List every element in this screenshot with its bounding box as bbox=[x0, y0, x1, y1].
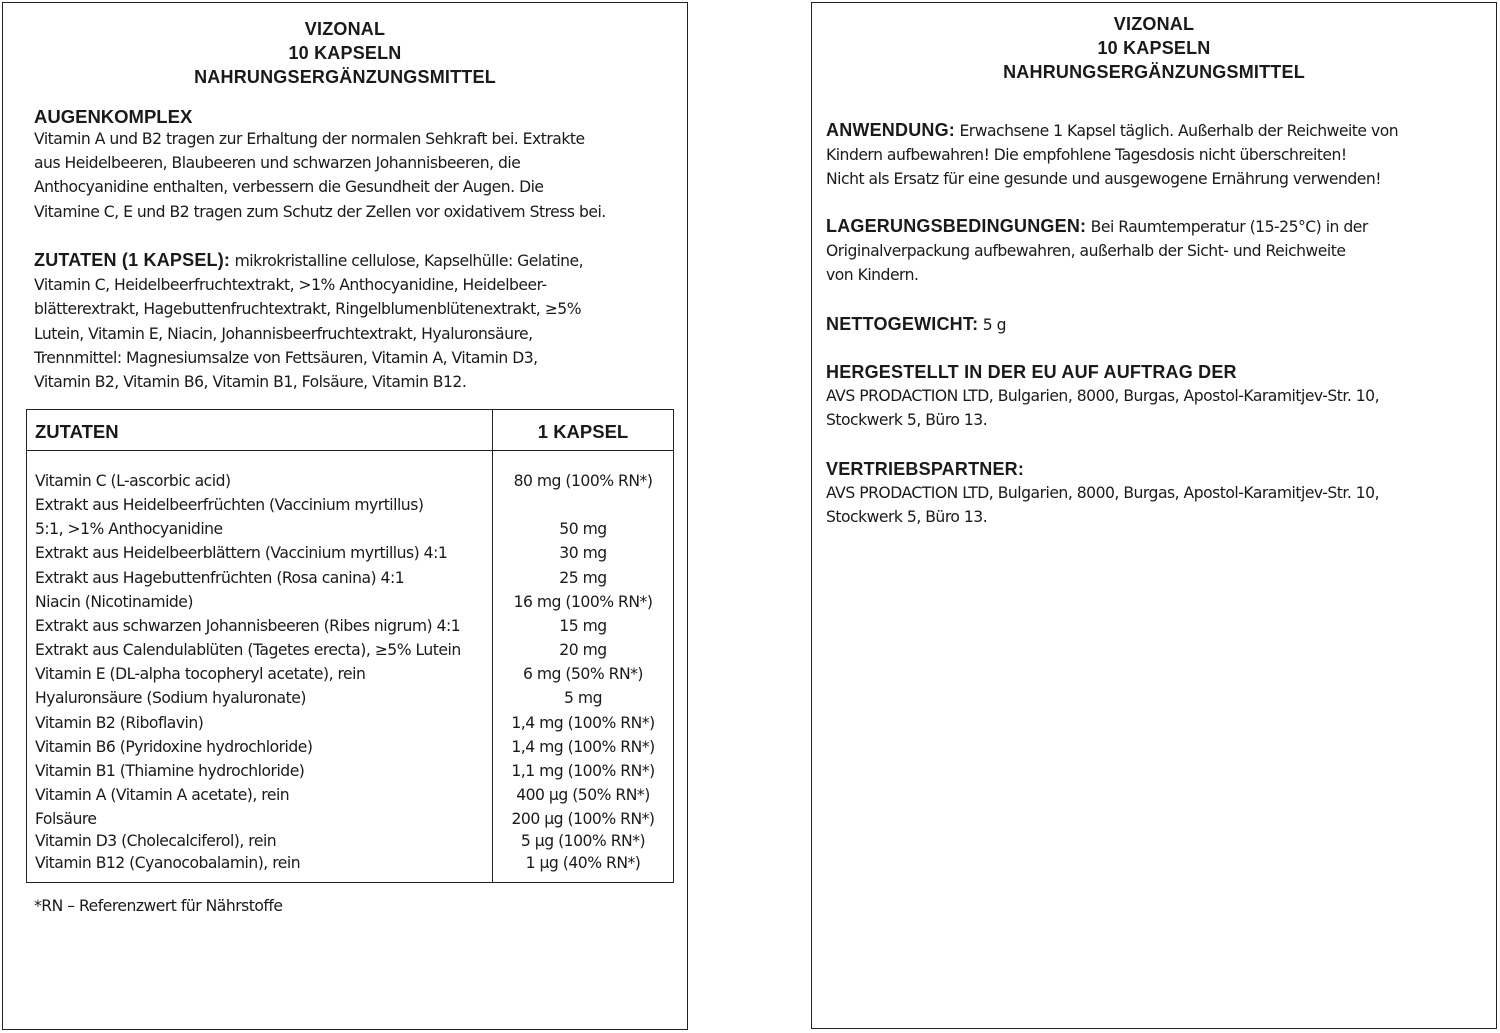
text-line: Originalverpackung aufbewahren, außerhalb der Sicht- und Reichweite bbox=[826, 242, 1346, 261]
text-line: Stockwerk 5, Büro 13. bbox=[826, 508, 988, 527]
ingredient-amount: 1,4 mg (100% RN*) bbox=[511, 713, 655, 732]
text-line: Lutein, Vitamin E, Niacin, Johannisbeerfruchtextrakt, Hyaluronsäure, bbox=[34, 324, 533, 343]
ingredient-amount: 1,1 mg (100% RN*) bbox=[511, 761, 655, 780]
ingredient-name: Extrakt aus Heidelbeerblättern (Vaccinium myrtillus) 4:1 bbox=[35, 544, 448, 563]
ingredient-name: Vitamin B1 (Thiamine hydrochloride) bbox=[35, 761, 305, 780]
table-row bbox=[27, 493, 673, 515]
ingredient-amount: 50 mg bbox=[559, 520, 607, 539]
table-row bbox=[27, 662, 673, 684]
zutaten-text bbox=[34, 248, 684, 394]
ingredient-name: Vitamin A (Vitamin A acetate), rein bbox=[35, 785, 290, 804]
table-row bbox=[27, 590, 673, 612]
column-header-zutaten: ZUTATEN bbox=[35, 421, 119, 442]
ingredient-amount: 5 µg (100% RN*) bbox=[520, 832, 646, 851]
text-line: aus Heidelbeeren, Blaubeeren und schwarzen Johannisbeeren, die bbox=[34, 154, 521, 173]
anwendung-section bbox=[826, 118, 1486, 192]
table-header-row bbox=[27, 410, 673, 451]
table-row bbox=[27, 614, 673, 636]
zutaten-title: ZUTATEN (1 KAPSEL): bbox=[34, 250, 231, 270]
nettogewicht-label: NETTOGEWICHT: bbox=[826, 314, 979, 334]
ingredient-amount: 6 mg (50% RN*) bbox=[522, 665, 643, 684]
product-name: VIZONAL bbox=[304, 19, 386, 39]
text-line: Vitamine C, E und B2 tragen zum Schutz der Zellen vor oxidativem Stress bei. bbox=[34, 202, 606, 221]
ingredient-name: Vitamin B2 (Riboflavin) bbox=[35, 713, 204, 732]
table-row bbox=[27, 829, 673, 851]
ingredient-name: Extrakt aus Heidelbeerfrüchten (Vaccinium myrtillus) bbox=[35, 496, 424, 515]
ingredient-name: 5:1, >1% Anthocyanidine bbox=[35, 520, 223, 539]
ingredient-amount: 30 mg bbox=[559, 544, 607, 563]
table-row bbox=[27, 541, 673, 563]
text-line bbox=[826, 214, 1486, 239]
ingredient-amount: 200 µg (100% RN*) bbox=[511, 810, 655, 829]
nettogewicht-section bbox=[826, 312, 1486, 337]
column-header-kapsel: 1 KAPSEL bbox=[537, 421, 629, 442]
text-line: Nicht als Ersatz für eine gesunde und ausgewogene Ernährung verwenden! bbox=[826, 170, 1381, 189]
ingredient-name: Niacin (Nicotinamide) bbox=[35, 592, 193, 611]
ingredient-amount: 80 mg (100% RN*) bbox=[513, 472, 653, 490]
table-row bbox=[27, 686, 673, 708]
text-span: Bei Raumtemperatur (15-25°C) in der bbox=[1086, 218, 1368, 236]
ingredient-amount: 15 mg bbox=[559, 616, 607, 635]
table-row bbox=[27, 783, 673, 805]
text-line: Trennmittel: Magnesiumsalze von Fettsäuren, Vitamin A, Vitamin D3, bbox=[34, 348, 538, 367]
right-label-panel bbox=[811, 2, 1497, 1029]
text-line: von Kindern. bbox=[826, 266, 919, 285]
text-line: Vitamin A und B2 tragen zur Erhaltung der normalen Sehkraft bei. Extrakte bbox=[34, 130, 585, 148]
ingredient-name: Folsäure bbox=[35, 810, 97, 829]
text-line bbox=[34, 248, 684, 273]
ingredient-name: Vitamin B6 (Pyridoxine hydrochloride) bbox=[35, 737, 313, 756]
lagerung-section bbox=[826, 214, 1486, 288]
table-row bbox=[27, 517, 673, 539]
ingredient-name: Vitamin C (L-ascorbic acid) bbox=[35, 472, 231, 490]
ingredient-name: Extrakt aus Hagebuttenfrüchten (Rosa canina) 4:1 bbox=[35, 568, 405, 587]
ingredients-table bbox=[26, 409, 674, 883]
footnote: *RN – Referenzwert für Nährstoffe bbox=[34, 897, 283, 915]
hergestellt-section bbox=[826, 360, 1486, 433]
product-header bbox=[812, 12, 1496, 84]
ingredient-name: Vitamin E (DL-alpha tocopheryl acetate), rein bbox=[35, 665, 366, 684]
table-row bbox=[27, 469, 673, 491]
product-category: NAHRUNGSERGÄNZUNGSMITTEL bbox=[194, 67, 496, 87]
table-row bbox=[27, 735, 673, 757]
ingredient-amount: 1,4 mg (100% RN*) bbox=[511, 737, 655, 756]
table-row bbox=[27, 566, 673, 588]
hergestellt-label: HERGESTELLT IN DER EU AUF AUFTRAG DER bbox=[826, 362, 1237, 382]
product-category: NAHRUNGSERGÄNZUNGSMITTEL bbox=[1003, 62, 1305, 82]
text-line: Kindern aufbewahren! Die empfohlene Tagesdosis nicht überschreiten! bbox=[826, 146, 1347, 165]
text-line: Stockwerk 5, Büro 13. bbox=[826, 411, 988, 430]
ingredient-amount: 16 mg (100% RN*) bbox=[513, 592, 653, 611]
ingredient-amount: 400 µg (50% RN*) bbox=[516, 785, 650, 804]
table-row bbox=[27, 638, 673, 660]
vertrieb-label: VERTRIEBSPARTNER: bbox=[826, 459, 1025, 479]
ingredient-name: Extrakt aus schwarzen Johannisbeeren (Ribes nigrum) 4:1 bbox=[35, 616, 461, 635]
ingredient-name: Vitamin B12 (Cyanocobalamin), rein bbox=[35, 854, 301, 873]
anwendung-label: ANWENDUNG: bbox=[826, 120, 955, 140]
text-line: blätterextrakt, Hagebuttenfruchtextrakt, Ringelblumenblütenextrakt, ≥5% bbox=[34, 300, 582, 319]
text-span: mikrokristalline cellulose, Kapselhülle: Gelatine, bbox=[230, 252, 584, 270]
text-line bbox=[826, 312, 1486, 337]
table-row bbox=[27, 807, 673, 829]
text-line: Vitamin C, Heidelbeerfruchtextrakt, >1% Anthocyanidine, Heidelbeer- bbox=[34, 276, 547, 295]
ingredient-name: Extrakt aus Calendulablüten (Tagetes erecta), ≥5% Lutein bbox=[35, 641, 461, 660]
table-row bbox=[27, 759, 673, 781]
table-row bbox=[27, 851, 673, 873]
nettogewicht-value: 5 g bbox=[978, 316, 1006, 334]
ingredient-amount: 1 µg (40% RN*) bbox=[525, 854, 641, 873]
text-line: AVS PRODACTION LTD, Bulgarien, 8000, Burgas, Apostol-Karamitjev-Str. 10, bbox=[826, 484, 1380, 503]
vertrieb-section bbox=[826, 457, 1486, 530]
text-line bbox=[826, 118, 1486, 143]
left-label-panel bbox=[2, 2, 688, 1030]
ingredient-amount: 25 mg bbox=[559, 568, 607, 587]
augenkomplex-title: AUGENKOMPLEX bbox=[34, 106, 193, 127]
product-header bbox=[3, 17, 687, 89]
table-row bbox=[27, 711, 673, 733]
ingredient-name: Hyaluronsäure (Sodium hyaluronate) bbox=[35, 689, 306, 708]
ingredient-amount: 20 mg bbox=[559, 641, 607, 660]
ingredient-name: Vitamin D3 (Cholecalciferol), rein bbox=[35, 832, 277, 851]
lagerung-label: LAGERUNGSBEDINGUNGEN: bbox=[826, 216, 1087, 236]
augenkomplex-text bbox=[34, 127, 684, 224]
capsule-count: 10 KAPSELN bbox=[288, 43, 402, 63]
product-name: VIZONAL bbox=[1113, 14, 1195, 34]
text-line: Anthocyanidine enthalten, verbessern die Gesundheit der Augen. Die bbox=[34, 178, 544, 197]
text-line: Vitamin B2, Vitamin B6, Vitamin B1, Folsäure, Vitamin B12. bbox=[34, 373, 467, 392]
text-span: Erwachsene 1 Kapsel täglich. Außerhalb der Reichweite von bbox=[954, 122, 1399, 140]
capsule-count: 10 KAPSELN bbox=[1097, 38, 1211, 58]
text-line: AVS PRODACTION LTD, Bulgarien, 8000, Burgas, Apostol-Karamitjev-Str. 10, bbox=[826, 387, 1380, 406]
ingredient-amount: 5 mg bbox=[564, 689, 602, 708]
